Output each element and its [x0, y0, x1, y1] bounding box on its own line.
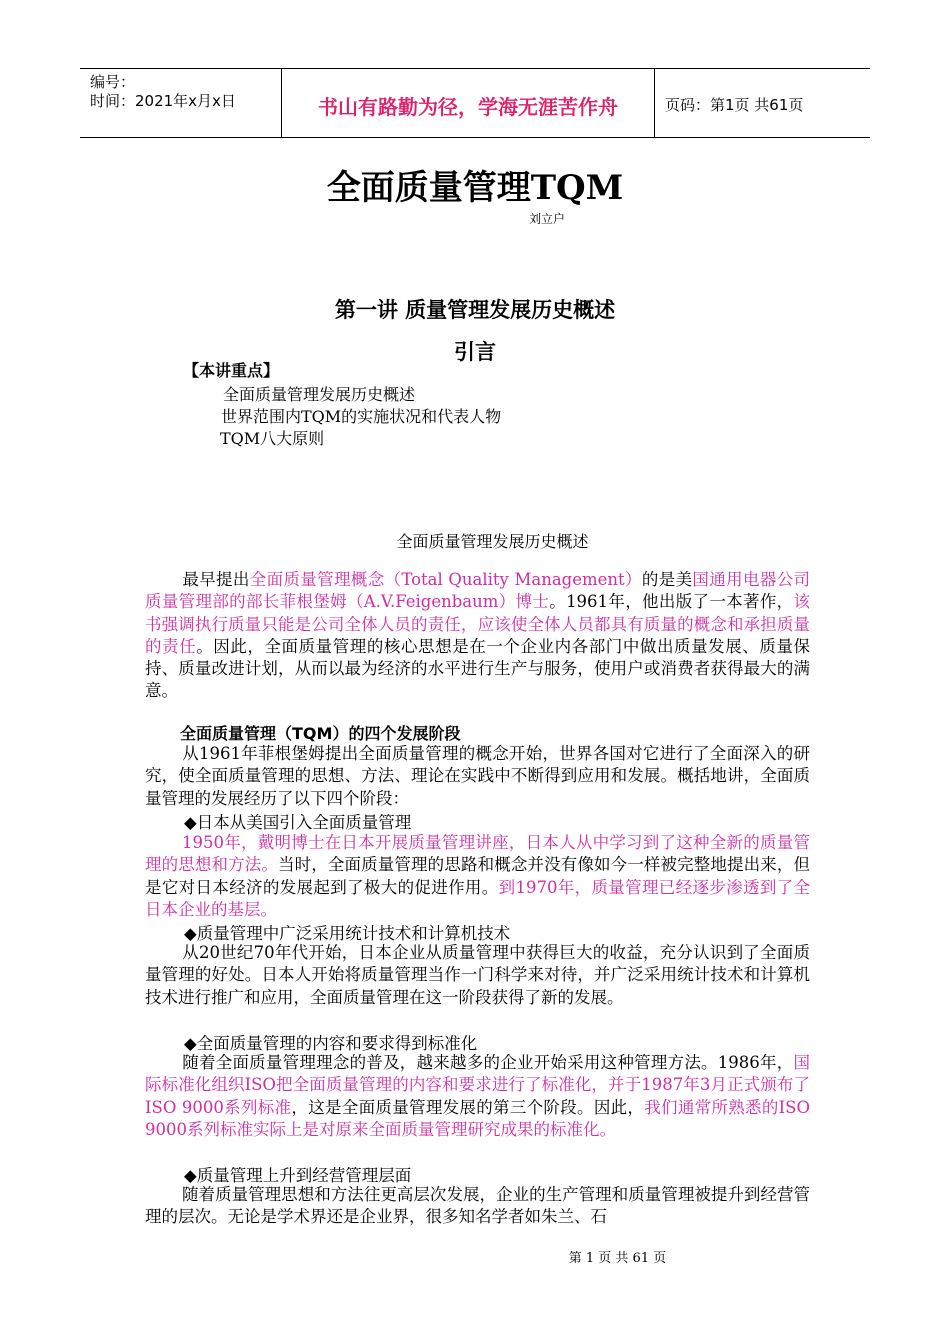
header-motto-cell — [281, 69, 655, 137]
page-footer: 第 1 页 共 61 页 — [568, 1251, 667, 1266]
stages-heading: 全面质量管理（TQM）的四个发展阶段 — [180, 724, 461, 743]
section-subtitle: 引言 — [454, 340, 496, 364]
document-author: 刘立户 — [529, 212, 566, 226]
page-header — [80, 68, 870, 138]
header-motto: 书山有路勤为径，学海无涯苦作舟 — [318, 95, 618, 119]
focus-item: 全面质量管理发展历史概述 — [223, 385, 416, 404]
document-title: 全面质量管理TQM — [326, 168, 624, 208]
document-date-label: 时间：2021年x月x日 — [90, 92, 236, 110]
focus-item: 世界范围内TQM的实施状况和代表人物 — [221, 407, 502, 426]
stage-paragraph: 随着全面质量管理理念的普及，越来越多的企业开始采用这种管理方法。1986年，国际标准化组织ISO把全面质量管理的内容和要求进行了标准化，并于1987年3月正式颁布了ISO 9000系列标准，这是全面质量管理发展的第三个阶段。因此，我们通常所熟悉的ISO 9000系列标准实际上是对原来全面质量管理研究成果的标准化。 — [145, 1053, 810, 1139]
intro-paragraph: 最早提出全面质量管理概念（Total Quality Management）的是美国通用电器公司质量管理部的部长菲根堡姆（A.V.Feigenbaum）博士。1961年，他出版了一本著作，该书强调执行质量只能是公司全体人员的责任，应该使全体人员都具有质量的概念和承担质量的责任。因此，全面质量管理的核心思想是在一个企业内各部门中做出质量发展、质量保持、质量改进计划，从而以最为经济的水平进行生产与服务，使用户或消费者获得最大的满意。 — [145, 570, 811, 701]
stage-heading: ◆质量管理上升到经营管理层面 — [184, 1166, 412, 1185]
header-page-label: 页码：第1页 共61页 — [665, 96, 804, 114]
document-number-label: 编号： — [90, 73, 136, 91]
stage-paragraph: 从20世纪70年代开始，日本企业从质量管理中获得巨大的收益，充分认识到了全面质量管理的好处。日本人开始将质量管理当作一门科学来对待，并广泛采用统计技术和计算机技术进行推广和应用，全面质量管理在这一阶段获得了新的发展。 — [145, 943, 810, 1007]
focus-heading: 【本讲重点】 — [183, 361, 280, 380]
header-page-cell — [655, 69, 870, 137]
stage-paragraph: 随着质量管理思想和方法往更高层次发展，企业的生产管理和质量管理被提升到经营管理的层次。无论是学术界还是企业界，很多知名学者如朱兰、石 — [145, 1185, 810, 1227]
stage-heading: ◆日本从美国引入全面质量管理 — [184, 813, 412, 832]
lecture-title: 第一讲 质量管理发展历史概述 — [334, 298, 616, 322]
stage-heading: ◆全面质量管理的内容和要求得到标准化 — [184, 1034, 478, 1053]
stage-heading: ◆质量管理中广泛采用统计技术和计算机技术 — [184, 924, 511, 943]
focus-item: TQM八大原则 — [220, 429, 325, 448]
stages-intro-paragraph: 从1961年菲根堡姆提出全面质量管理的概念开始，世界各国对它进行了全面深入的研究，使全面质量管理的思想、方法、理论在实践中不断得到应用和发展。概括地讲，全面质量管理的发展经历了以下四个阶段： — [145, 744, 810, 808]
stage-paragraph: 1950年，戴明博士在日本开展质量管理讲座，日本人从中学习到了这种全新的质量管理的思想和方法。当时，全面质量管理的思路和概念并没有像如今一样被完整地提出来，但是它对日本经济的发展起到了极大的促进作用。到1970年，质量管理已经逐步渗透到了全日本企业的基层。 — [145, 833, 811, 919]
section-title: 全面质量管理发展历史概述 — [396, 532, 589, 551]
header-meta-cell — [80, 69, 280, 137]
